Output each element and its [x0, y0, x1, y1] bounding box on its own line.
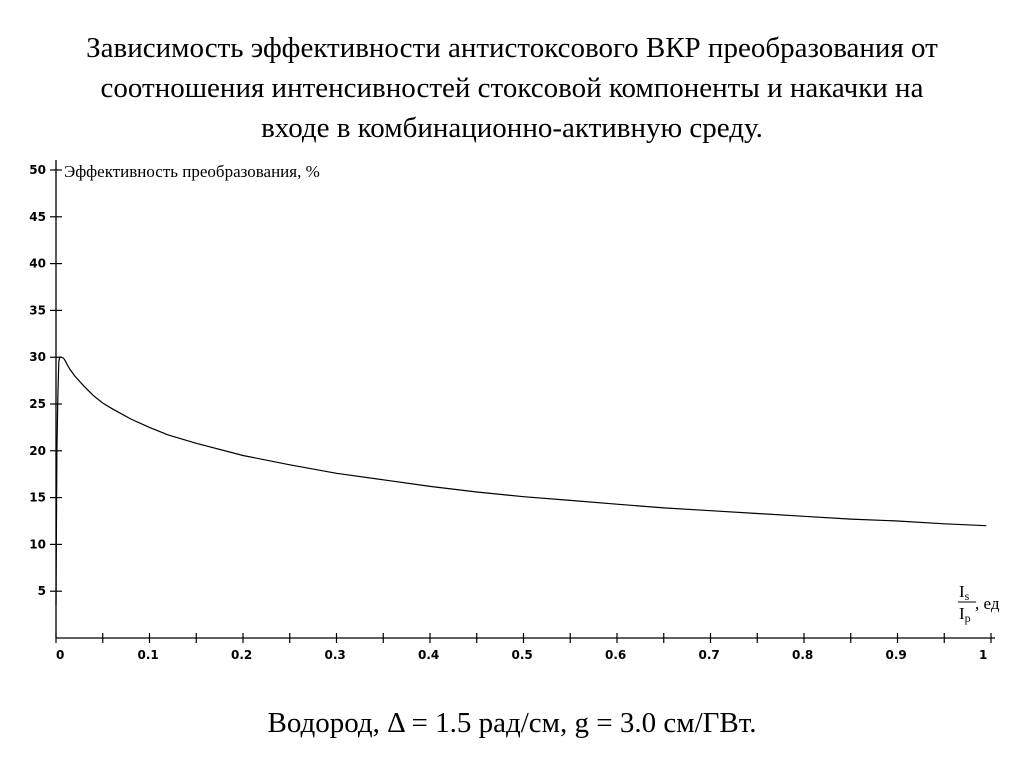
y-tick-label: 50 [29, 163, 46, 177]
x-tick-label: 0.4 [418, 648, 440, 662]
axes [56, 160, 995, 638]
x-tick-label: 0.8 [792, 648, 814, 662]
x-tick-label: 0.1 [137, 648, 159, 662]
x-label-denominator: Ip [959, 604, 971, 625]
y-tick-label: 5 [37, 584, 46, 599]
x-tick-label: 0.6 [605, 648, 627, 662]
x-tick-label: 0 [56, 648, 65, 662]
y-ticks [29, 163, 62, 598]
x-tick-label: 1 [979, 648, 988, 662]
x-axis-label [958, 582, 1000, 625]
x-tick-label: 0.7 [698, 648, 720, 662]
y-tick-label: 30 [29, 350, 46, 365]
y-tick-label: 25 [29, 397, 46, 411]
title-line-3: входе в комбинационно-активную среду. [261, 112, 763, 144]
title-line-2: соотношения интенсивностей стоксовой компоненты и накачки на [100, 72, 924, 104]
y-tick-label: 40 [29, 256, 46, 271]
y-tick-label: 35 [29, 303, 46, 318]
title-line-1: Зависимость эффективности антистоксового ВКР преобразования от [86, 32, 938, 64]
x-tick-label: 0.3 [324, 648, 346, 662]
footer-caption: Водород, Δ = 1.5 рад/см, g = 3.0 см/ГВт. [267, 707, 757, 739]
y-tick-label: 20 [29, 443, 46, 458]
y-tick-label: 45 [29, 209, 46, 224]
y-axis-label: Эффективность преобразования, % [64, 162, 320, 181]
y-tick-label: 15 [29, 490, 46, 505]
x-ticks [56, 633, 991, 662]
x-label-unit: , ед [975, 594, 1000, 613]
x-tick-label: 0.2 [231, 648, 253, 662]
x-label-numerator: Is [959, 582, 970, 603]
x-tick-label: 0.9 [885, 648, 907, 662]
series-line [56, 357, 986, 605]
y-tick-label: 10 [29, 537, 46, 552]
x-tick-label: 0.5 [511, 648, 533, 662]
